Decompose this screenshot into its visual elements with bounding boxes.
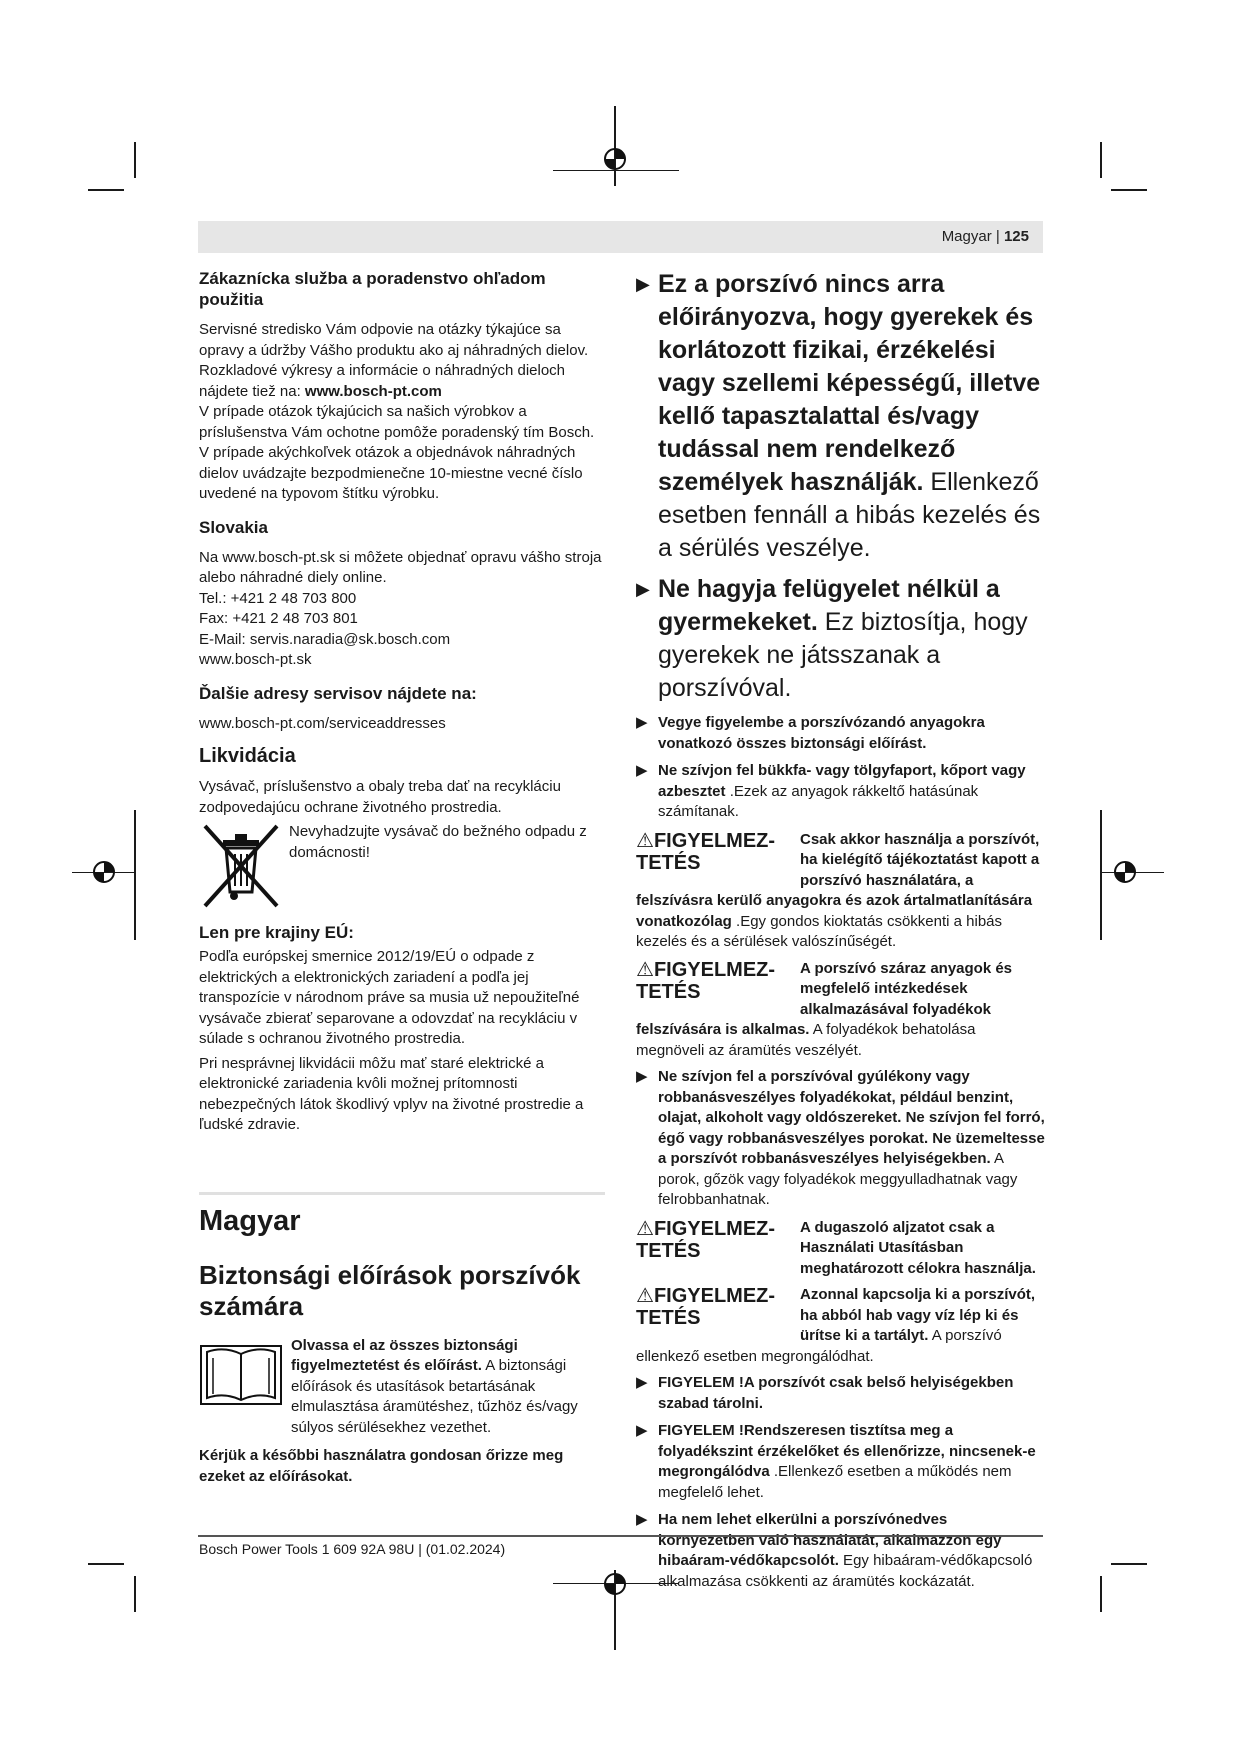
bullet-bold: Ne szívjon fel a porszívóval gyúlékony vagy robbanásveszélyes folyadékokat, például benzint, olajat, alkoholt vagy oldószereket. Ne szívjon fel forró, égő vagy robbanásveszélyes porokat. Ne üzemeltesse a porszívót robbanásveszélyes helyiségekben. [658, 1068, 1045, 1167]
warning-block [636, 959, 1046, 1062]
registration-target-icon [603, 1572, 627, 1596]
warning-block [636, 830, 1046, 953]
safety-bullet [636, 268, 1046, 565]
bullet-bold: Ne hagyja felügyelet nélkül a gyermekeket. [658, 575, 1000, 636]
bullet-bold: Ne szívjon fel bükkfa- vagy tölgyfaport, kőport vagy azbesztet [658, 762, 1026, 800]
crop-mark [88, 1563, 124, 1565]
bullet-arrow-icon: ▶ [636, 762, 648, 779]
bullet-arrow-icon: ▶ [636, 1374, 648, 1391]
crop-mark [134, 1576, 136, 1612]
warning-triangle-icon: ⚠ [636, 829, 654, 852]
read-manual-notice [199, 1336, 605, 1439]
bullet-arrow-icon: ▶ [636, 1511, 648, 1528]
safety-bullet [636, 1373, 1046, 1414]
warning-label [636, 1218, 794, 1262]
bullet-text: A porok, gőzök vagy folyadékok meggyulladhatnak vagy felrobbanhatnak. [658, 1150, 1018, 1208]
registration-target-icon [603, 147, 627, 171]
disposal-heading: Likvidácia [199, 745, 296, 767]
page-header [198, 221, 1043, 253]
customer-service-text: Servisné stredisko Vám odpovie na otázky týkajúce sa opravy a údržby Vášho produktu ako aj náhradných dielov. Rozkladové výkresy a informácie o náhradných dieloch nájdete tiež na: [199, 321, 589, 400]
customer-service-para [199, 320, 605, 402]
warning-triangle-icon: ⚠ [636, 1217, 654, 1240]
bullet-arrow-icon: ▶ [636, 1422, 648, 1439]
bullet-bold: FIGYELEM !A porszívót csak belső helyiségekben szabad tárolni. [658, 1374, 1014, 1412]
page-number: 125 [1003, 228, 1029, 245]
bullet-arrow-icon: ▶ [636, 714, 648, 731]
safety-bullet [636, 713, 1046, 754]
read-manual-text [291, 1336, 605, 1439]
bullet-bold: Ha nem lehet elkerülni a porszívónedves környezetben való használatát, alkalmazzon egy hibaáram-védőkapcsolót. [658, 1511, 1002, 1569]
bullet-arrow-icon: ▶ [636, 274, 650, 294]
left-column [199, 268, 605, 1487]
customer-service-para-3: V prípade akýchkoľvek otázok a objednávok náhradných dielov uvádzajte bezpodmienečne 10-miestne vecné číslo uvedené na typovom štítku výrobku. [199, 444, 583, 502]
slovakia-tel: Tel.: +421 2 48 703 800 [199, 589, 357, 607]
bosch-link: www.bosch-pt.com [304, 382, 442, 400]
bullet-text: .Ellenkező esetben a működés nem megfelelő lehet. [658, 1463, 1012, 1501]
safety-bullet [636, 1067, 1046, 1211]
warning-bold: Azonnal kapcsolja ki a porszívót, ha abból hab vagy víz lép ki és ürítse ki a tartályt. [800, 1286, 1036, 1344]
crop-mark [134, 142, 136, 178]
slovakia-web: www.bosch-pt.sk [199, 651, 312, 668]
warning-bold: A porszívó száraz anyagok és megfelelő intézkedések alkalmazásával folyadékok felszívására is alkalmas. [636, 959, 1013, 1038]
warning-label-text: FIGYELMEZ-TETÉS [636, 1217, 776, 1262]
warning-label [636, 959, 794, 1003]
more-addresses-heading: Ďalšie adresy servisov nájdete na: [199, 683, 477, 703]
warning-label [636, 830, 794, 874]
slovakia-email: E-Mail: servis.naradia@sk.bosch.com [199, 630, 451, 648]
header-section: Magyar [941, 228, 992, 245]
slovakia-heading: Slovakia [199, 517, 268, 537]
bullet-text: Ez biztosítja, hogy gyerekek ne játsszanak a porszívóval. [658, 608, 1028, 702]
registration-target-icon [92, 860, 116, 884]
crop-mark [1100, 142, 1102, 178]
registration-line [614, 106, 616, 186]
slovakia-line: Na www.bosch-pt.sk si môžete objednať opravu vášho stroja alebo náhradné diely online. [199, 548, 602, 586]
bullet-bold: Vegye figyelembe a porszívózandó anyagokra vonatkozó összes biztonsági előírást. [658, 714, 985, 752]
registration-target-icon [1113, 860, 1137, 884]
eu-para-1: Podľa európskej smernice 2012/19/EÚ o odpade z elektrických a elektronických zariadení a podľa jej transpozície v národnom práve sa musia už nepoužiteľné vysávače zbierať separovane a odovzdať na recykláciu v súlade s ochranou životného prostredia. [199, 948, 580, 1047]
crop-mark [88, 189, 124, 191]
bullet-arrow-icon: ▶ [636, 1068, 648, 1085]
crop-mark [1111, 1563, 1147, 1565]
warning-rest: A folyadékok behatolása megnöveli az áramütés veszélyét. [636, 1021, 976, 1059]
right-column [636, 268, 1046, 1599]
bullet-text: .Ezek az anyagok rákkeltő hatásúnak számítanak. [658, 782, 979, 820]
open-book-icon [199, 1336, 283, 1408]
warning-label-text: FIGYELMEZ-TETÉS [636, 1285, 776, 1329]
weee-notice [199, 822, 605, 910]
bullet-arrow-icon: ▶ [636, 579, 650, 599]
bullet-bold: Ez a porszívó nincs arra előirányozva, hogy gyerekek és korlátozott fizikai, érzékelési vagy szellemi képességű, illetve kellő tapasztalattal és/vagy tudással nem rendelkező személyek használják. [658, 270, 1041, 496]
warning-label [636, 1285, 794, 1329]
warning-rest: A porszívó ellenkező esetben megrongálódhat. [636, 1327, 1002, 1365]
warning-bold: A dugaszoló aljzatot csak a Használati Utasításban meghatározott célokra használja. [800, 1218, 1036, 1277]
keep-instructions: Kérjük a későbbi használatra gondosan őrizze meg ezeket az előírásokat. [199, 1447, 564, 1485]
warning-triangle-icon: ⚠ [636, 958, 654, 981]
intro-bold: Olvassa el az összes biztonsági figyelmeztetést és előírást. [291, 1336, 518, 1374]
crop-mark [1100, 1576, 1102, 1612]
warning-block [636, 1285, 1046, 1367]
safety-bullet [636, 1421, 1046, 1503]
eu-para-2: Pri nesprávnej likvidácii môžu mať staré elektrické a elektronické zariadenia kvôli možnej prítomnosti nebezpečných látok škodlivý vplyv na životné prostredie a ľudské zdravie. [199, 1054, 584, 1133]
eu-heading: Len pre krajiny EÚ: [199, 923, 354, 942]
registration-line [1100, 810, 1102, 940]
section-divider [199, 1192, 605, 1195]
safety-bullet [636, 1510, 1046, 1592]
registration-line [134, 810, 136, 940]
footer-rule [198, 1535, 1043, 1537]
disposal-para: Vysávač, príslušenstvo a obaly treba dať na recykláciu zodpovedajúcu ochrane životného prostredia. [199, 778, 561, 816]
intro-rest: A biztonsági előírások és utasítások betartásának elmulasztása áramütéshez, tűzhöz és/vagy súlyos sérülésekhez vezethet. [291, 1357, 578, 1436]
bullet-bold: !Rendszeresen tisztítsa meg a folyadékszint érzékelőket és ellenőrizze, nincsenek-e megrongálódva [658, 1422, 1036, 1480]
warning-bold: Csak akkor használja a porszívót, ha kielégítő tájékoztatást kapott a porszívó használatára, a felszívásra kerülő anyagokra és azok ártalmatlanítására vonatkozólag [636, 830, 1040, 930]
warning-label-text: FIGYELMEZ-TETÉS [636, 958, 776, 1003]
warning-block [636, 1218, 1046, 1280]
safety-heading: Biztonsági előírások porszívók számára [199, 1259, 581, 1321]
safety-bullet [636, 761, 1046, 823]
crop-mark [1111, 189, 1147, 191]
crossed-bin-icon [199, 822, 283, 910]
slovakia-fax: Fax: +421 2 48 703 801 [199, 610, 358, 627]
page-footer: Bosch Power Tools 1 609 92A 98U | (01.02.2024) [199, 1541, 506, 1557]
header-label [942, 228, 1029, 245]
safety-bullet [636, 573, 1046, 705]
weee-text: Nevyhadzujte vysávač do bežného odpadu z domácnosti! [289, 823, 587, 861]
customer-service-para-2: V prípade otázok týkajúcich sa našich výrobkov a príslušenstva Vám ochotne pomôže poradenský tím Bosch. [199, 403, 595, 441]
header-separator: | [995, 228, 1000, 245]
warning-label-text: FIGYELMEZ-TETÉS [636, 829, 776, 874]
more-addresses-url: www.bosch-pt.com/serviceaddresses [199, 714, 446, 732]
bullet-text: Egy hibaáram-védőkapcsoló alkalmazása csökkenti az áramütés kockázatát. [658, 1552, 1033, 1590]
warning-rest: .Egy gondos kioktatás csökkenti a hibás kezelés és a sérülések valószínűségét. [636, 912, 1003, 950]
customer-service-heading: Zákaznícka služba a poradenstvo ohľadom použitia [199, 269, 546, 309]
bullet-prefix: FIGYELEM [658, 1422, 739, 1439]
language-title: Magyar [199, 1204, 301, 1237]
warning-triangle-icon: ⚠ [636, 1285, 654, 1307]
bullet-text: Ellenkező esetben fennáll a hibás kezelés és a sérülés veszélye. [658, 468, 1041, 562]
